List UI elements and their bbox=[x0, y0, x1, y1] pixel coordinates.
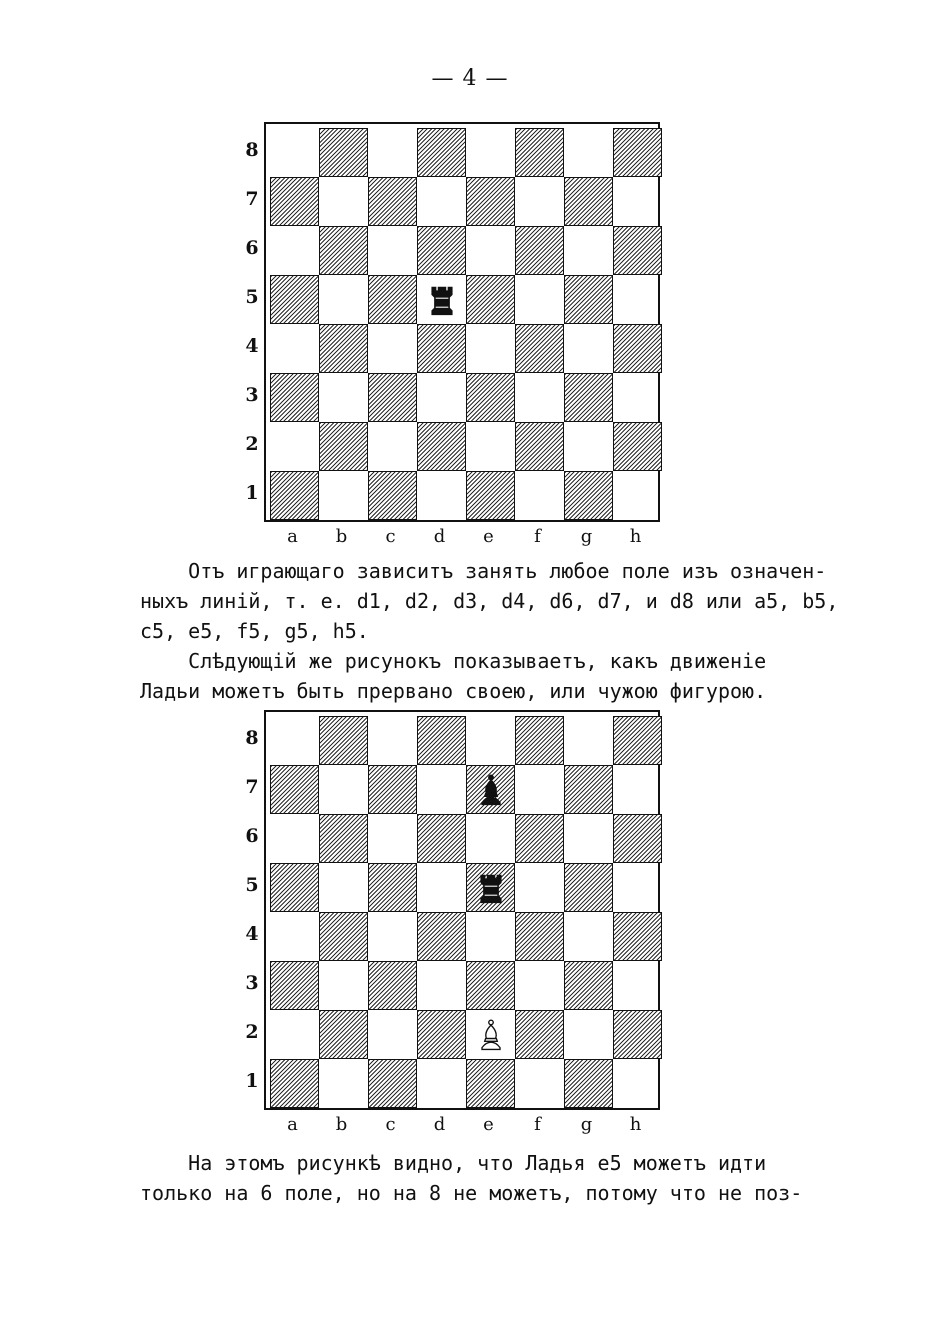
rank-label: 3 bbox=[245, 972, 259, 994]
rank-label: 6 bbox=[245, 237, 259, 259]
square-e3 bbox=[466, 373, 515, 422]
square-e8 bbox=[466, 128, 515, 177]
square-b7 bbox=[319, 765, 368, 814]
square-c3 bbox=[368, 961, 417, 1010]
square-h3 bbox=[613, 373, 662, 422]
square-b3 bbox=[319, 961, 368, 1010]
file-label: c bbox=[385, 526, 396, 547]
square-d8 bbox=[417, 716, 466, 765]
rank-label: 5 bbox=[245, 874, 259, 896]
rank-label: 4 bbox=[245, 923, 259, 945]
rank-label: 7 bbox=[245, 776, 259, 798]
square-f3 bbox=[515, 961, 564, 1010]
square-f6 bbox=[515, 814, 564, 863]
square-g3 bbox=[564, 961, 613, 1010]
file-label: h bbox=[629, 526, 642, 547]
square-a5 bbox=[270, 275, 319, 324]
square-b5 bbox=[319, 275, 368, 324]
square-h5 bbox=[613, 275, 662, 324]
rank-label: 4 bbox=[245, 335, 259, 357]
square-g5 bbox=[564, 275, 613, 324]
square-c7 bbox=[368, 765, 417, 814]
text-line: Ладьи можетъ быть прервано своею, или чужою фигурою. bbox=[140, 679, 767, 703]
square-d3 bbox=[417, 961, 466, 1010]
black-rook-icon bbox=[417, 275, 466, 324]
square-g6 bbox=[564, 814, 613, 863]
square-h4 bbox=[613, 324, 662, 373]
square-e6 bbox=[466, 226, 515, 275]
square-c2 bbox=[368, 1010, 417, 1059]
square-e4 bbox=[466, 912, 515, 961]
paragraph-3 bbox=[140, 1148, 803, 1208]
square-h2 bbox=[613, 422, 662, 471]
square-b5 bbox=[319, 863, 368, 912]
square-f8 bbox=[515, 716, 564, 765]
rank-label: 2 bbox=[245, 433, 259, 455]
square-b8 bbox=[319, 128, 368, 177]
square-e5 bbox=[466, 275, 515, 324]
square-h1 bbox=[613, 1059, 662, 1108]
rank-label: 3 bbox=[245, 384, 259, 406]
square-a2 bbox=[270, 1010, 319, 1059]
file-label: c bbox=[385, 1114, 396, 1135]
square-f2 bbox=[515, 422, 564, 471]
text-line: ныхъ линій, т. е. d1, d2, d3, d4, d6, d7, и d8 или a5, b5, bbox=[140, 589, 839, 613]
square-g8 bbox=[564, 716, 613, 765]
square-e6 bbox=[466, 814, 515, 863]
square-f3 bbox=[515, 373, 564, 422]
square-a3 bbox=[270, 961, 319, 1010]
square-d2 bbox=[417, 422, 466, 471]
square-h7 bbox=[613, 765, 662, 814]
text-line: На этомъ рисункѣ видно, что Ладья e5 можетъ идти bbox=[140, 1151, 767, 1175]
square-c1 bbox=[368, 471, 417, 520]
square-d6 bbox=[417, 814, 466, 863]
square-b8 bbox=[319, 716, 368, 765]
black-rook-icon bbox=[466, 863, 515, 912]
square-h5 bbox=[613, 863, 662, 912]
square-c2 bbox=[368, 422, 417, 471]
square-h7 bbox=[613, 177, 662, 226]
square-d1 bbox=[417, 471, 466, 520]
file-label: e bbox=[483, 526, 494, 547]
square-d1 bbox=[417, 1059, 466, 1108]
square-f8 bbox=[515, 128, 564, 177]
square-g5 bbox=[564, 863, 613, 912]
square-b6 bbox=[319, 226, 368, 275]
square-g4 bbox=[564, 324, 613, 373]
square-c8 bbox=[368, 716, 417, 765]
square-a6 bbox=[270, 814, 319, 863]
square-a5 bbox=[270, 863, 319, 912]
paragraph-1 bbox=[140, 556, 839, 646]
text-line: Слѣдующій же рисунокъ показываетъ, какъ движеніе bbox=[140, 649, 767, 673]
square-f2 bbox=[515, 1010, 564, 1059]
square-h2 bbox=[613, 1010, 662, 1059]
board-squares bbox=[270, 128, 662, 520]
black-bishop-icon bbox=[466, 765, 515, 814]
square-g6 bbox=[564, 226, 613, 275]
square-h1 bbox=[613, 471, 662, 520]
square-g1 bbox=[564, 471, 613, 520]
square-g1 bbox=[564, 1059, 613, 1108]
square-c5 bbox=[368, 275, 417, 324]
square-a1 bbox=[270, 1059, 319, 1108]
file-label: f bbox=[534, 526, 541, 547]
square-f4 bbox=[515, 324, 564, 373]
square-c7 bbox=[368, 177, 417, 226]
square-f6 bbox=[515, 226, 564, 275]
rank-label: 5 bbox=[245, 286, 259, 308]
file-label: a bbox=[287, 1114, 298, 1135]
text-line: Отъ играющаго зависитъ занять любое поле изъ означен- bbox=[140, 559, 827, 583]
square-h6 bbox=[613, 226, 662, 275]
square-c6 bbox=[368, 814, 417, 863]
square-a2 bbox=[270, 422, 319, 471]
square-a1 bbox=[270, 471, 319, 520]
square-a6 bbox=[270, 226, 319, 275]
square-a7 bbox=[270, 765, 319, 814]
square-d7 bbox=[417, 177, 466, 226]
file-label: b bbox=[335, 1114, 348, 1135]
square-a4 bbox=[270, 324, 319, 373]
square-g4 bbox=[564, 912, 613, 961]
square-f5 bbox=[515, 275, 564, 324]
rank-label: 7 bbox=[245, 188, 259, 210]
rank-label: 1 bbox=[245, 482, 259, 504]
square-a8 bbox=[270, 128, 319, 177]
chessboard bbox=[264, 122, 660, 522]
square-d2 bbox=[417, 1010, 466, 1059]
text-line: только на 6 поле, но на 8 не можетъ, потому что не поз- bbox=[140, 1181, 803, 1205]
text-line: c5, e5, f5, g5, h5. bbox=[140, 619, 369, 643]
square-b1 bbox=[319, 1059, 368, 1108]
square-g2 bbox=[564, 1010, 613, 1059]
square-h8 bbox=[613, 128, 662, 177]
file-label: e bbox=[483, 1114, 494, 1135]
square-b2 bbox=[319, 1010, 368, 1059]
file-label: b bbox=[335, 526, 348, 547]
square-h4 bbox=[613, 912, 662, 961]
square-g2 bbox=[564, 422, 613, 471]
square-c3 bbox=[368, 373, 417, 422]
square-g8 bbox=[564, 128, 613, 177]
square-f4 bbox=[515, 912, 564, 961]
square-c8 bbox=[368, 128, 417, 177]
square-e7 bbox=[466, 177, 515, 226]
square-d4 bbox=[417, 912, 466, 961]
square-f1 bbox=[515, 471, 564, 520]
square-h6 bbox=[613, 814, 662, 863]
file-label: d bbox=[433, 1114, 446, 1135]
board-squares bbox=[270, 716, 662, 1108]
square-d3 bbox=[417, 373, 466, 422]
chessboard bbox=[264, 710, 660, 1110]
square-a7 bbox=[270, 177, 319, 226]
rank-label: 2 bbox=[245, 1021, 259, 1043]
square-a4 bbox=[270, 912, 319, 961]
rank-label: 8 bbox=[245, 139, 259, 161]
square-b3 bbox=[319, 373, 368, 422]
square-e3 bbox=[466, 961, 515, 1010]
rank-label: 1 bbox=[245, 1070, 259, 1092]
square-c4 bbox=[368, 912, 417, 961]
square-d4 bbox=[417, 324, 466, 373]
file-label: f bbox=[534, 1114, 541, 1135]
square-f1 bbox=[515, 1059, 564, 1108]
square-b2 bbox=[319, 422, 368, 471]
square-d7 bbox=[417, 765, 466, 814]
square-a3 bbox=[270, 373, 319, 422]
file-label: g bbox=[580, 526, 593, 547]
square-f7 bbox=[515, 177, 564, 226]
square-c4 bbox=[368, 324, 417, 373]
square-e8 bbox=[466, 716, 515, 765]
square-e1 bbox=[466, 471, 515, 520]
square-b4 bbox=[319, 324, 368, 373]
file-label: h bbox=[629, 1114, 642, 1135]
square-e1 bbox=[466, 1059, 515, 1108]
square-g7 bbox=[564, 177, 613, 226]
rank-label: 8 bbox=[245, 727, 259, 749]
rank-label: 6 bbox=[245, 825, 259, 847]
square-c6 bbox=[368, 226, 417, 275]
square-d8 bbox=[417, 128, 466, 177]
square-h3 bbox=[613, 961, 662, 1010]
square-b4 bbox=[319, 912, 368, 961]
square-a8 bbox=[270, 716, 319, 765]
paragraph-2 bbox=[140, 646, 800, 706]
square-d5 bbox=[417, 863, 466, 912]
square-g7 bbox=[564, 765, 613, 814]
square-b6 bbox=[319, 814, 368, 863]
square-e2 bbox=[466, 422, 515, 471]
square-d6 bbox=[417, 226, 466, 275]
file-label: d bbox=[433, 526, 446, 547]
square-b7 bbox=[319, 177, 368, 226]
square-h8 bbox=[613, 716, 662, 765]
square-f7 bbox=[515, 765, 564, 814]
square-c5 bbox=[368, 863, 417, 912]
page-number: — 4 — bbox=[431, 66, 509, 91]
white-bishop-icon bbox=[466, 1010, 515, 1059]
square-b1 bbox=[319, 471, 368, 520]
file-label: a bbox=[287, 526, 298, 547]
square-f5 bbox=[515, 863, 564, 912]
file-label: g bbox=[580, 1114, 593, 1135]
square-c1 bbox=[368, 1059, 417, 1108]
square-e4 bbox=[466, 324, 515, 373]
square-g3 bbox=[564, 373, 613, 422]
